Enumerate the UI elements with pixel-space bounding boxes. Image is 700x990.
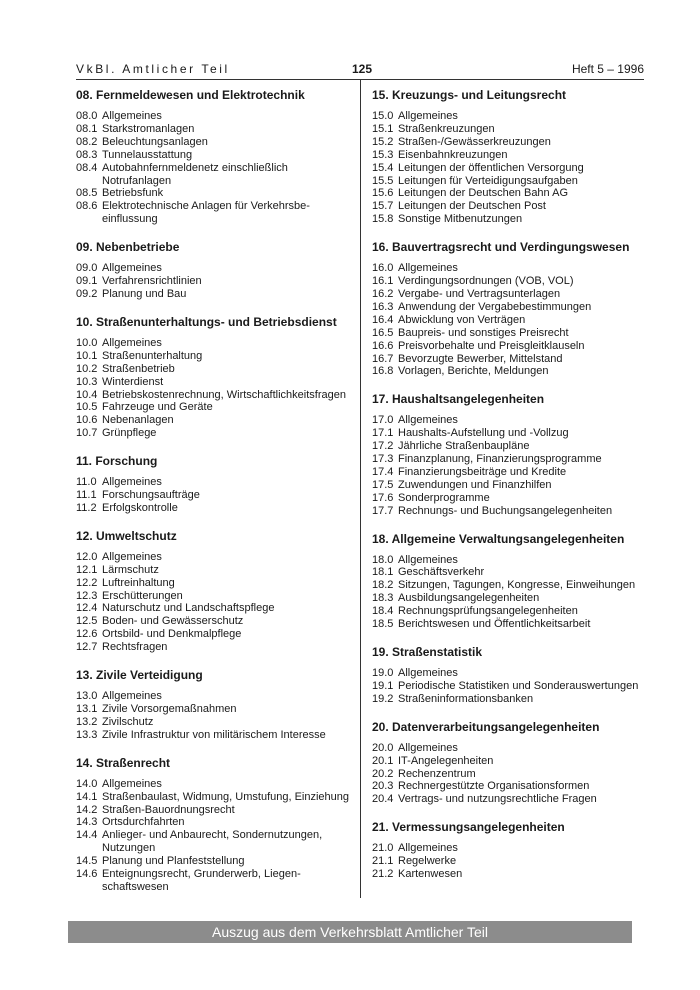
list-item [372,453,644,466]
item-text: Fahrzeuge und Geräte [102,401,213,414]
section [76,315,352,440]
list-item [372,768,644,781]
list-item [372,414,644,427]
item-text: Starkstromanlagen [102,122,195,135]
item-number: 15.8 [372,213,394,226]
list-item [372,618,644,631]
list-item [76,389,352,402]
item-number: 12.0 [76,550,98,563]
item-number: 19.2 [372,692,394,705]
section [372,720,644,807]
list-item [76,123,352,136]
item-text: Ortsbild- und Denkmalpflege [102,628,242,641]
list-item [372,427,644,440]
item-text: Leitungen der öffentlichen Versorgung [398,161,584,174]
item-number: 15.7 [372,200,394,213]
item-text: Allgemeines [398,110,458,122]
item-text: Elektrotechnische Anlagen für Verkehrsbe-einflussung [102,200,310,226]
item-number: 18.1 [372,566,394,579]
list-item [372,262,644,275]
list-item [372,842,644,855]
list-item [76,502,352,515]
section-title: 19. Straßenstatistik [372,645,483,659]
item-text: Vertrags- und nutzungsrechtliche Fragen [398,793,597,806]
item-number: 20.1 [372,754,394,767]
list-item [372,855,644,868]
item-number: 15.3 [372,148,394,161]
item-text: Eisenbahnkreuzungen [398,148,508,161]
list-item [76,855,352,868]
item-text: Allgemeines [398,842,458,855]
section-title: 18. Allgemeine Verwaltungsangelegenheiten [372,531,625,546]
item-number: 17.5 [372,478,394,491]
item-number: 16.5 [372,326,394,339]
item-text: Rechnungs- und Buchungsangelegenheiten [398,504,613,517]
list-item [76,551,352,564]
item-number: 13.1 [76,703,98,715]
item-text: Zivilschutz [102,715,154,728]
item-number: 21.0 [372,842,394,855]
item-number: 11.1 [76,489,97,502]
list-item [76,602,352,615]
list-item [372,780,644,793]
item-number: 08.0 [76,110,98,122]
list-item [372,301,644,314]
list-item [76,262,352,275]
section-title: 08. Fernmeldewesen und Elektrotechnik [76,88,305,102]
list-item [372,136,644,149]
item-text: Allgemeines [398,553,458,566]
list-item [76,829,352,855]
item-text: Anwendung der Vergabebestimmungen [398,300,592,313]
item-text: Allgemeines [102,550,162,563]
item-text: Straßenunterhaltung [102,349,203,362]
item-text: Sitzungen, Tagungen, Kongresse, Einweihungen [398,579,636,592]
item-number: 14.0 [76,777,98,790]
item-number: 13.0 [76,690,98,703]
list-item [76,414,352,427]
item-number: 10.0 [76,336,98,349]
footer-banner [68,921,632,943]
item-text: Rechtsfragen [102,641,168,654]
item-text: Zuwendungen und Finanzhilfen [398,478,552,491]
list-item [76,615,352,628]
list-item [76,149,352,162]
item-number: 19.1 [372,679,394,692]
item-number: 13.3 [76,728,98,741]
item-text: Leitungen der Deutschen Bahn AG [398,187,569,200]
item-number: 14.4 [76,829,98,842]
item-number: 15.1 [372,122,394,135]
list-item [76,778,352,791]
item-text: Kartenwesen [398,868,463,881]
list-item [372,755,644,768]
item-number: 16.7 [372,352,394,365]
list-item [372,466,644,479]
item-text: Erfolgskontrolle [102,501,178,514]
item-number: 18.4 [372,605,394,618]
list-item [76,187,352,200]
item-text: Planung und Planfeststellung [102,855,245,868]
item-text: Berichtswesen und Öffentlichkeitsarbeit [398,618,591,631]
item-number: 20.4 [372,793,394,806]
section-title: 17. Haushaltsangelegenheiten [372,392,545,407]
item-text: Naturschutz und Landschaftspflege [102,602,275,615]
item-text: Enteignungsrecht, Grunderwerb, Liegen-schaftswesen [102,868,301,893]
item-text: Allgemeines [102,476,162,489]
item-number: 12.5 [76,615,98,628]
item-number: 08.3 [76,148,98,161]
item-text: Ortsdurchfahrten [102,816,185,829]
item-text: Rechnungsprüfungsangelegenheiten [398,605,578,618]
item-text: Straßenbaulast, Widmung, Umstufung, Einziehung [102,790,350,803]
list-item [76,363,352,376]
issue-label: Heft 5 – 1996 [571,62,644,76]
list-item [76,110,352,123]
list-item [372,187,644,200]
item-number: 12.1 [76,563,98,576]
item-number: 09.2 [76,287,98,300]
item-number: 19.0 [372,667,394,679]
item-text: Beleuchtungsanlagen [102,135,208,148]
list-item [372,327,644,340]
section-title: 09. Nebenbetriebe [76,240,180,255]
section-title: 16. Bauvertragsrecht und Verdingungswesen [372,240,630,255]
section [76,240,352,301]
list-item [372,353,644,366]
list-item [76,816,352,829]
item-number: 18.0 [372,553,394,566]
item-number: 18.3 [372,592,394,605]
list-item [372,868,644,881]
section [76,529,352,654]
list-item [76,628,352,641]
list-item [372,213,644,226]
item-number: 17.3 [372,453,394,466]
item-text: Straßenbetrieb [102,362,175,375]
item-text: Zivile Vorsorgemaßnahmen [102,703,237,715]
item-text: Grünpflege [102,427,157,440]
item-number: 17.2 [372,440,394,453]
list-item [372,667,644,680]
item-text: Zivile Infrastruktur von militärischem Interesse [102,728,326,741]
item-number: 14.1 [76,790,98,803]
item-number: 16.1 [372,275,394,288]
item-number: 18.5 [372,618,394,631]
item-number: 09.0 [76,262,98,275]
list-item [76,376,352,389]
item-number: 11.2 [76,501,97,514]
item-text: Autobahnfernmeldenetz einschließlich Notrufanlagen [102,161,288,187]
section-title: 12. Umweltschutz [76,528,177,543]
item-text: Betriebsfunk [102,187,164,200]
item-number: 10.7 [76,427,98,440]
item-text: Leitungen der Deutschen Post [398,200,546,213]
section-title: 21. Vermessungsangelegenheiten [372,820,565,835]
item-number: 12.2 [76,576,98,589]
list-item [76,489,352,502]
item-text: Straßen-/Gewässerkreuzungen [398,135,551,148]
item-number: 17.7 [372,504,394,517]
item-text: Allgemeines [398,741,458,754]
list-item [372,693,644,706]
section [76,454,352,515]
list-item [76,337,352,350]
item-number: 08.2 [76,135,98,148]
item-number: 14.3 [76,816,98,829]
item-text: Haushalts-Aufstellung und -Vollzug [398,427,569,440]
list-item [372,200,644,213]
item-number: 12.3 [76,589,98,602]
item-text: Allgemeines [102,336,162,349]
item-number: 20.0 [372,741,394,754]
list-item [76,162,352,188]
section-title: 14. Straßenrecht [76,755,171,770]
item-number: 08.4 [76,161,98,174]
list-item [372,110,644,123]
section [372,88,644,226]
list-item [372,314,644,327]
item-text: Anlieger- und Anbaurecht, Sondernutzungen, Nutzungen [102,829,323,855]
item-number: 09.1 [76,275,98,288]
list-item [372,554,644,567]
item-number: 15.4 [372,161,394,174]
section-title: 10. Straßenunterhaltungs- und Betriebsdienst [76,314,337,329]
right-column [372,88,644,895]
item-number: 12.4 [76,602,98,615]
list-item [76,703,352,716]
item-text: Straßen-Bauordnungsrecht [102,803,235,816]
section-title: 15. Kreuzungs- und Leitungsrecht [372,88,567,102]
list-item [76,136,352,149]
item-number: 13.2 [76,715,98,728]
item-text: Tunnelausstattung [102,148,193,161]
item-text: Sonderprogramme [398,491,490,504]
item-text: Forschungsaufträge [102,489,200,502]
item-number: 16.8 [372,365,394,378]
list-item [372,793,644,806]
item-text: Rechnergestützte Organisationsformen [398,780,590,793]
item-text: Allgemeines [102,262,162,275]
item-text: Lärmschutz [102,563,159,576]
list-item [372,175,644,188]
list-item [76,577,352,590]
item-number: 16.6 [372,339,394,352]
item-text: Bevorzugte Bewerber, Mittelstand [398,352,563,365]
list-item [372,149,644,162]
item-number: 15.5 [372,174,394,187]
item-number: 20.3 [372,780,394,793]
list-item [372,505,644,518]
item-text: Abwicklung von Verträgen [398,313,526,326]
item-number: 08.5 [76,187,98,200]
item-number: 15.0 [372,110,394,122]
item-text: Allgemeines [102,690,162,703]
list-item [76,729,352,742]
item-number: 14.2 [76,803,98,816]
item-text: Vorlagen, Berichte, Meldungen [398,365,549,378]
item-text: Baupreis- und sonstiges Preisrecht [398,326,569,339]
list-item [76,804,352,817]
list-item [372,479,644,492]
item-text: Preisvorbehalte und Preisgleitklauseln [398,339,585,352]
item-text: Planung und Bau [102,287,187,300]
list-item [372,123,644,136]
item-text: Finanzplanung, Finanzierungsprogramme [398,453,602,466]
item-text: Luftreinhaltung [102,576,175,589]
item-number: 10.3 [76,375,98,388]
item-text: Jährliche Straßenbaupläne [398,440,530,453]
list-item [372,742,644,755]
list-item [372,288,644,301]
item-text: Allgemeines [102,777,162,790]
item-text: Verfahrensrichtlinien [102,275,202,288]
left-column [76,88,352,908]
section-title: 13. Zivile Verteidigung [76,668,203,683]
item-text: Boden- und Gewässerschutz [102,615,244,628]
section [76,668,352,742]
list-item [76,275,352,288]
item-number: 08.6 [76,200,98,213]
list-item [76,401,352,414]
list-item [372,579,644,592]
item-text: Geschäftsverkehr [398,566,485,579]
list-item [76,350,352,363]
item-text: Finanzierungsbeiträge und Kredite [398,465,567,478]
item-number: 21.2 [372,868,394,881]
list-item [76,590,352,603]
item-number: 17.6 [372,491,394,504]
page-number: 125 [352,62,373,76]
list-item [372,365,644,378]
item-number: 16.3 [372,300,394,313]
item-number: 12.7 [76,641,98,654]
section [372,240,644,378]
item-text: Periodische Statistiken und Sonderauswertungen [398,679,639,692]
list-item [76,476,352,489]
item-text: Winterdienst [102,375,164,388]
item-text: Vergabe- und Vertragsunterlagen [398,287,561,300]
item-number: 16.0 [372,262,394,275]
item-number: 17.4 [372,465,394,478]
footer-text: Auszug aus dem Verkehrsblatt Amtlicher Teil [212,924,488,940]
item-text: Leitungen für Verteidigungsaufgaben [398,174,578,187]
list-item [76,641,352,654]
item-number: 12.6 [76,628,98,641]
list-item [76,716,352,729]
section [372,532,644,631]
list-item [372,592,644,605]
section [372,392,644,517]
item-number: 16.2 [372,287,394,300]
item-text: Regelwerke [398,855,457,868]
item-number: 15.2 [372,135,394,148]
list-item [372,566,644,579]
item-text: Straßenkreuzungen [398,122,495,135]
item-number: 10.5 [76,401,98,414]
item-number: 17.0 [372,414,394,427]
item-text: IT-Angelegenheiten [398,754,494,767]
list-item [372,440,644,453]
journal-title: VkBl. Amtlicher Teil [76,62,230,76]
section-title: 11. Forschung [76,454,158,469]
section [372,820,644,881]
list-item [76,690,352,703]
item-number: 14.5 [76,855,98,868]
item-number: 20.2 [372,767,394,780]
item-number: 17.1 [372,427,394,440]
section [372,645,644,706]
item-number: 21.1 [372,855,394,868]
list-item [76,200,352,226]
item-text: Straßeninformationsbanken [398,692,534,705]
item-text: Nebenanlagen [102,414,174,427]
list-item [372,275,644,288]
item-number: 08.1 [76,122,98,135]
page-header [76,62,644,78]
item-text: Rechenzentrum [398,767,476,780]
item-number: 16.4 [372,313,394,326]
item-number: 11.0 [76,476,97,489]
item-text: Allgemeines [398,667,458,679]
list-item [76,288,352,301]
list-item [76,564,352,577]
list-item [76,427,352,440]
list-item [372,680,644,693]
item-number: 15.6 [372,187,394,200]
list-item [372,605,644,618]
item-number: 10.2 [76,362,98,375]
item-number: 10.6 [76,414,98,427]
item-number: 10.1 [76,349,98,362]
item-text: Betriebskostenrechnung, Wirtschaftlichkeitsfragen [102,388,346,401]
item-text: Ausbildungsangelegenheiten [398,592,540,605]
item-text: Verdingungsordnungen (VOB, VOL) [398,275,574,288]
list-item [76,868,352,894]
list-item [372,492,644,505]
item-number: 14.6 [76,868,98,881]
item-text: Sonstige Mitbenutzungen [398,213,523,226]
section [76,88,352,226]
item-text: Allgemeines [102,110,162,122]
item-text: Allgemeines [398,262,458,275]
section-title: 20. Datenverarbeitungsangelegenheiten [372,719,600,734]
list-item [372,162,644,175]
column-divider [360,80,361,898]
list-item [372,340,644,353]
item-number: 18.2 [372,579,394,592]
item-number: 10.4 [76,388,98,401]
list-item [76,791,352,804]
section [76,756,352,894]
item-text: Erschütterungen [102,589,183,602]
item-text: Allgemeines [398,414,458,427]
